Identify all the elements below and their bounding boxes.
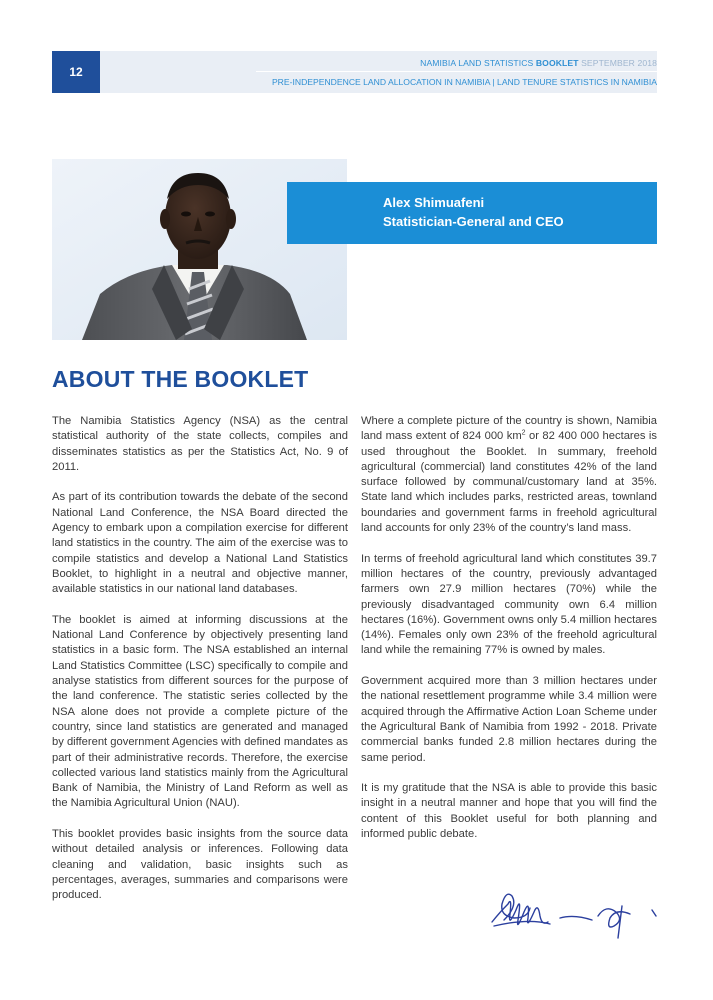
- paragraph: Government acquired more than 3 million hectares under the national resettlement programme while 3.4 million were acquired through the Affirmative Action Loan Scheme under the Agricultural Bank of Namibia from 1992 - 2018. Private commercial banks funded 2.8 million hectares during the same period.: [361, 675, 657, 764]
- publication-title-bold: BOOKLET: [535, 58, 579, 68]
- paragraph: This booklet provides basic insights from the source data without detailed analysis or inferences. Following data cleaning and validation, basic insights such as percentages, averages, summaries and comparisons were produced.: [52, 828, 348, 902]
- paragraph: As part of its contribution towards the debate of the second National Land Conference, the NSA Board directed the Agency to embark upon a compilation exercise for different land statistics in the country. The aim of the exercise was to compile statistics and develop a National Land Statistics Booklet, to highlight in a neutral and objective manner, available statistics in our national land databases.: [52, 491, 348, 596]
- paragraph: The booklet is aimed at informing discussions at the National Land Conference by objectively presenting land statistics in a basic form. The NSA established an internal Land Statistics Committee (LSC) specifically to compile and analyse statistics from different sources for the purpose of the land conference. The statistic series collected by the NSA alone does not provide a complete picture of the country, since land statistics are generated and managed by different government Agencies with defined mandates as part of their administrative records. Therefore, the exercise collected various land statistics mainly from the Agricultural Bank of Namibia, the Ministry of Land Reform as well as the Namibia Agricultural Union (NAU).: [52, 613, 348, 810]
- handwritten-signature: [488, 882, 668, 942]
- paragraph: The Namibia Statistics Agency (NSA) as the central statistical authority of the state collects, compiles and disseminates statistics as per the Statistics Act, No. 9 of 2011.: [52, 415, 348, 473]
- publication-title-prefix: NAMIBIA LAND STATISTICS: [420, 58, 536, 68]
- person-name-box: [287, 182, 657, 244]
- header-divider: [256, 71, 657, 72]
- paragraph-text: or 82 400 000 hectares is used throughout the Booklet. In summary, freehold agricultural (commercial) land constitutes 42% of the land surface followed by communal/customary land at 35%. State land which includes parks, restricted areas, townland boundaries and government farms in freehold agricultural land accounts for only 23% of the country’s land mass.: [361, 430, 657, 535]
- paragraph: It is my gratitude that the NSA is able to provide this basic insight in a neutral manner and hope that you will find the content of this Booklet useful for both planning and informed public debate.: [361, 782, 657, 841]
- publication-date: SEPTEMBER 2018: [578, 58, 657, 68]
- left-column: [52, 414, 348, 919]
- publication-title: [420, 58, 657, 68]
- paragraph: [361, 414, 657, 536]
- superscript: 2: [521, 429, 526, 437]
- page-number: 12: [52, 51, 100, 93]
- right-column: [361, 414, 657, 858]
- person-name: Alex Shimuafeni: [383, 195, 485, 210]
- paragraph-text: Where a complete picture of the country is shown, Namibia land mass extent of 824 000 km: [361, 415, 657, 443]
- paragraph: In terms of freehold agricultural land which constitutes 39.7 million hectares of the country, previously advantaged farmers own 27.9 million hectares (70%) while the previously disadvantaged community own 6.4 million hectares (16%). Government owns only 5.4 million hectares (14%). Females only own 23% of the freehold agricultural land while the remaining 77% is owned by males.: [361, 552, 657, 657]
- section-title: PRE-INDEPENDENCE LAND ALLOCATION IN NAMIBIA | LAND TENURE STATISTICS IN NAMIBIA: [271, 77, 657, 87]
- person-role: Statistician-General and CEO: [383, 214, 564, 229]
- page-title: ABOUT THE BOOKLET: [52, 366, 309, 392]
